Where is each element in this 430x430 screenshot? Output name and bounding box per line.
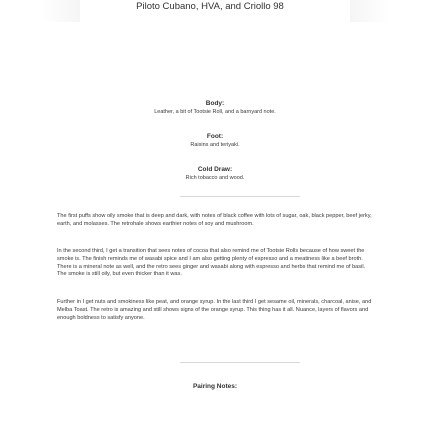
cold-draw-label: Cold Draw:: [197, 166, 233, 173]
body-section: [0, 100, 430, 116]
tobacco-header: [0, 0, 430, 22]
review-paragraph-1: The first puffs show oily smoke that is deep and dark, with notes of black coffee with lots of sugar, oak, black pepper, beef jerky, earth, and molasses. The retrohale shows earthier notes of soy and mushroom.: [57, 213, 372, 227]
review-paragraph-3: Further in I get nuts and smokiness like peat, and orange syrup. In the last third I get sesame oil, minerals, charcoal, anise, and Melba Toast. The retro is amazing and still shows signs of the orange syrup. This thing has it all. Nuance, layers of flavors and enough boldness to satisfy anyone.: [57, 299, 372, 321]
foot-label: Foot:: [206, 133, 224, 140]
tobacco-blend: Piloto Cubano, HVA, and Criollo 98: [136, 1, 284, 12]
pairing-notes-label: Pairing Notes:: [192, 383, 238, 390]
foot-value: Raisins and teriyaki.: [190, 142, 240, 148]
divider-bottom: [180, 362, 300, 363]
cold-draw-value: Rich tobacco and wood.: [185, 175, 245, 181]
divider-top: [180, 196, 300, 197]
body-value: Leather, a bit of Tootsie Roll, and a barnyard note.: [154, 109, 276, 115]
cold-draw-section: [0, 166, 430, 182]
foot-section: [0, 133, 430, 149]
shadow-right: [350, 0, 390, 22]
body-label: Body:: [205, 100, 225, 107]
review-paragraph-2: In the second third, I get a transition that sees notes of cocoa that also remind me of Tootsie Rolls because of how sweet the smoke is. The finish reminds me of wasabi spice and I am also getting plenty of espresso and a meatiness like a beef broth. There is a mineral note as well, and the retro sees ginger and wasabi along with espresso and herbs that remind me of basil. The smoke is still oily, but even thicker than it was.: [57, 248, 366, 278]
